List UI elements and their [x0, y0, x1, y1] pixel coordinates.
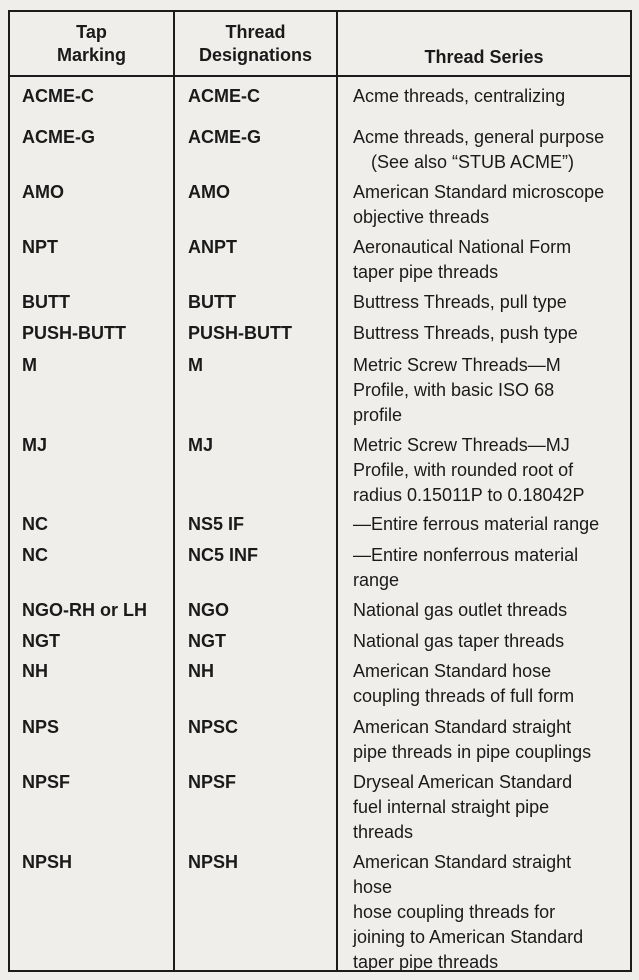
thread-series-cell: [353, 598, 638, 623]
thread-series-line: taper pipe threads: [353, 952, 499, 972]
header-tap-marking-line1: Tap: [76, 21, 107, 42]
thread-series-line: Acme threads, centralizing: [353, 86, 566, 106]
thread-designation-cell: NS5 IF: [188, 514, 245, 534]
thread-series-line: American Standard hose: [353, 661, 552, 681]
header-thread-designations-line2: Designations: [198, 44, 313, 65]
thread-series-line: Metric Screw Threads—M: [353, 355, 561, 375]
thread-series-line: Metric Screw Threads—MJ: [353, 435, 570, 455]
thread-series-line: (See also “STUB ACME”): [371, 152, 575, 172]
thread-series-line: hose: [353, 877, 393, 897]
thread-series-line: hose coupling threads for: [353, 902, 556, 922]
thread-series-line: radius 0.15011P to 0.18042P: [353, 485, 585, 505]
tap-marking-cell: NGO-RH or LH: [22, 600, 147, 620]
thread-designation-cell: ACME-G: [188, 127, 261, 147]
header-tap-marking: [10, 12, 173, 75]
thread-series-line: threads: [353, 822, 414, 842]
thread-designation-cell: AMO: [188, 182, 230, 202]
thread-series-cell: [353, 180, 638, 230]
thread-series-line: Buttress Threads, pull type: [353, 292, 567, 312]
thread-series-line: American Standard straight: [353, 717, 572, 737]
tap-marking-cell: NPS: [22, 717, 60, 737]
thread-designation-cell: NH: [188, 661, 214, 681]
thread-series-line: American Standard microscope: [353, 182, 605, 202]
thread-series-line: American Standard straight: [353, 852, 572, 872]
thread-series-cell: [353, 321, 638, 346]
header-thread-designations: [175, 12, 336, 75]
tap-marking-cell: MJ: [22, 435, 48, 455]
thread-designation-cell: NPSH: [188, 852, 239, 872]
column-divider-2: [336, 12, 338, 970]
thread-table: [8, 10, 632, 972]
tap-marking-cell: NPSF: [22, 772, 71, 792]
thread-designation-cell: PUSH-BUTT: [188, 323, 292, 343]
tap-marking-cell: NPSH: [22, 852, 73, 872]
tap-marking-cell: AMO: [22, 182, 64, 202]
thread-series-line: Aeronautical National Form: [353, 237, 572, 257]
thread-series-line: objective threads: [353, 207, 490, 227]
thread-series-line: joining to American Standard: [353, 927, 584, 947]
tap-marking-cell: NC: [22, 514, 48, 534]
tap-marking-cell: PUSH-BUTT: [22, 323, 126, 343]
thread-designation-cell: NPSC: [188, 717, 239, 737]
thread-series-cell: [353, 543, 638, 593]
thread-designation-cell: ACME-C: [188, 86, 260, 106]
table-header: [10, 12, 630, 77]
thread-series-cell: [353, 715, 638, 765]
tap-marking-cell: BUTT: [22, 292, 70, 312]
thread-series-line: Profile, with rounded root of: [353, 460, 574, 480]
thread-designation-cell: MJ: [188, 435, 214, 455]
thread-designation-cell: NPSF: [188, 772, 237, 792]
thread-series-line: taper pipe threads: [353, 262, 499, 282]
thread-series-cell: [353, 235, 638, 285]
thread-designation-cell: ANPT: [188, 237, 237, 257]
tap-marking-cell: NPT: [22, 237, 58, 257]
thread-series-line: —Entire nonferrous material: [353, 545, 579, 565]
thread-series-line: Dryseal American Standard: [353, 772, 573, 792]
thread-series-line: —Entire ferrous material range: [353, 514, 600, 534]
header-tap-marking-line2: Marking: [56, 44, 126, 65]
thread-designation-cell: M: [188, 355, 203, 375]
tap-marking-cell: ACME-C: [22, 86, 94, 106]
thread-series-line: coupling threads of full form: [353, 686, 575, 706]
thread-series-cell: [353, 850, 638, 975]
thread-series-line: Acme threads, general purpose: [353, 127, 605, 147]
column-divider-1: [173, 12, 175, 970]
thread-series-line: Profile, with basic ISO 68: [353, 380, 555, 400]
header-thread-designations-line1: Thread: [225, 21, 286, 42]
thread-designation-cell: NGT: [188, 631, 226, 651]
thread-series-cell: [353, 629, 638, 654]
tap-marking-cell: NH: [22, 661, 48, 681]
thread-series-line: National gas taper threads: [353, 631, 565, 651]
tap-marking-cell: M: [22, 355, 37, 375]
thread-designation-cell: NGO: [188, 600, 230, 620]
thread-series-cell: [353, 659, 638, 709]
thread-series-line: profile: [353, 405, 403, 425]
tap-marking-cell: ACME-G: [22, 127, 95, 147]
thread-series-line: fuel internal straight pipe: [353, 797, 550, 817]
thread-series-line: range: [353, 570, 400, 590]
thread-designation-cell: BUTT: [188, 292, 236, 312]
thread-series-cell: [353, 290, 638, 315]
thread-designation-cell: NC5 INF: [188, 545, 259, 565]
thread-series-line: pipe threads in pipe couplings: [353, 742, 592, 762]
header-thread-series: [338, 12, 630, 75]
thread-series-cell: [353, 512, 638, 537]
thread-series-cell: [353, 125, 638, 175]
thread-series-cell: [353, 353, 638, 428]
thread-series-cell: [353, 770, 638, 845]
tap-marking-cell: NGT: [22, 631, 60, 651]
thread-series-line: National gas outlet threads: [353, 600, 568, 620]
thread-series-cell: [353, 84, 638, 109]
thread-series-line: Buttress Threads, push type: [353, 323, 578, 343]
thread-series-cell: [353, 433, 638, 508]
header-thread-series-label: Thread Series: [424, 47, 544, 67]
tap-marking-cell: NC: [22, 545, 48, 565]
